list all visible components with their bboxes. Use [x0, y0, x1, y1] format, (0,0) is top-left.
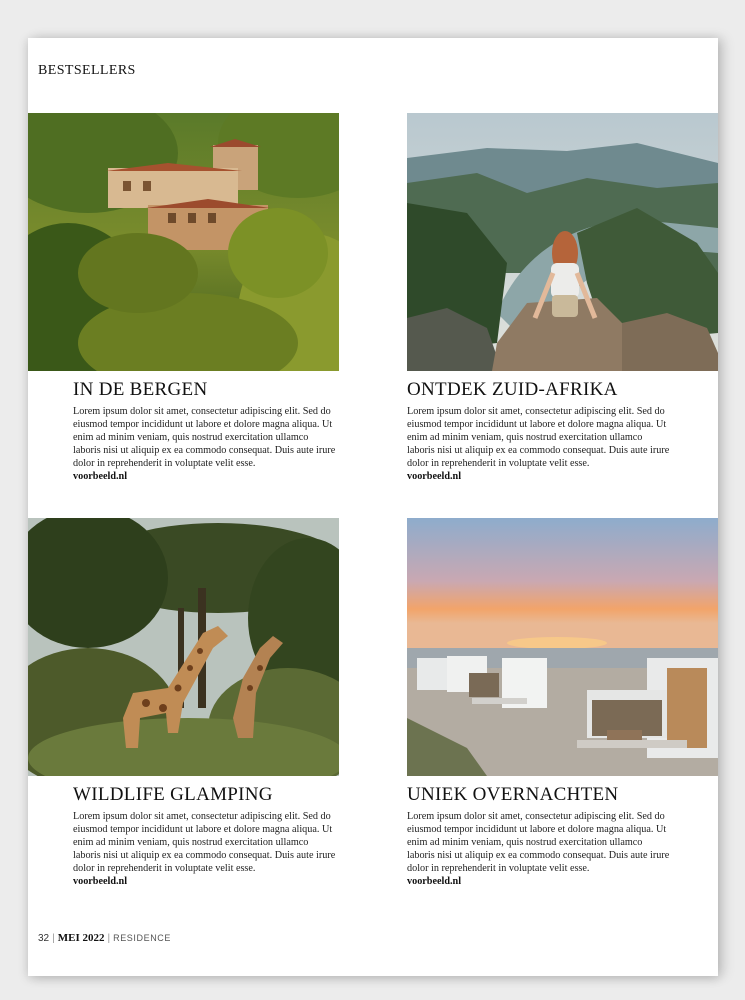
page-number: 32	[38, 933, 50, 944]
page-footer	[38, 932, 171, 944]
article-body: Lorem ipsum dolor sit amet, consectetur adipiscing elit. Sed do eiusmod tempor incididunt ut labore et dolore magna aliqua. Ut enim ad minim veniam, quis nostrud exercitation ullamco laboris nisi ut aliquip ex ea commodo consequat. Duis aute irure dolor in reprehenderit in voluptate velit esse.	[407, 811, 670, 874]
article-body: Lorem ipsum dolor sit amet, consectetur adipiscing elit. Sed do eiusmod tempor incididunt ut labore et dolore magna aliqua. Ut enim ad minim veniam, quis nostrud exercitation ullamco laboris nisi ut aliquip ex ea commodo consequat. Duis aute irure dolor in reprehenderit in voluptate velit esse.	[73, 406, 336, 469]
article-title: ONTDEK ZUID-AFRIKA	[407, 379, 618, 400]
article-link[interactable]: voorbeeld.nl	[73, 471, 128, 482]
footer-divider: |	[52, 933, 55, 944]
article-title: IN DE BERGEN	[73, 379, 208, 400]
article-card-wildlife	[28, 518, 339, 889]
article-card-mountains	[28, 113, 339, 484]
article-card-overnight	[407, 518, 718, 889]
giraffe-photo	[28, 518, 339, 776]
article-title: WILDLIFE GLAMPING	[73, 784, 273, 805]
magazine-page	[28, 38, 718, 976]
mountain-villa-photo	[28, 113, 339, 371]
article-body: Lorem ipsum dolor sit amet, consectetur adipiscing elit. Sed do eiusmod tempor incididunt ut labore et dolore magna aliqua. Ut enim ad minim veniam, quis nostrud exercitation ullamco laboris nisi ut aliquip ex ea commodo consequat. Duis aute irure dolor in reprehenderit in voluptate velit esse.	[73, 811, 336, 874]
article-card-south-africa	[407, 113, 718, 484]
article-link[interactable]: voorbeeld.nl	[407, 876, 462, 887]
issue-date: MEI 2022	[57, 932, 105, 944]
article-title: UNIEK OVERNACHTEN	[407, 784, 619, 805]
article-body: Lorem ipsum dolor sit amet, consectetur adipiscing elit. Sed do eiusmod tempor incididunt ut labore et dolore magna aliqua. Ut enim ad minim veniam, quis nostrud exercitation ullamco laboris nisi ut aliquip ex ea commodo consequat. Duis aute irure dolor in reprehenderit in voluptate velit esse.	[407, 406, 670, 469]
canyon-woman-photo	[407, 113, 718, 371]
beach-cabins-photo	[407, 518, 718, 776]
article-link[interactable]: voorbeeld.nl	[407, 471, 462, 482]
section-title: BESTSELLERS	[38, 63, 136, 78]
article-link[interactable]: voorbeeld.nl	[73, 876, 128, 887]
footer-divider: |	[107, 933, 111, 944]
magazine-name: RESIDENCE	[113, 933, 172, 943]
